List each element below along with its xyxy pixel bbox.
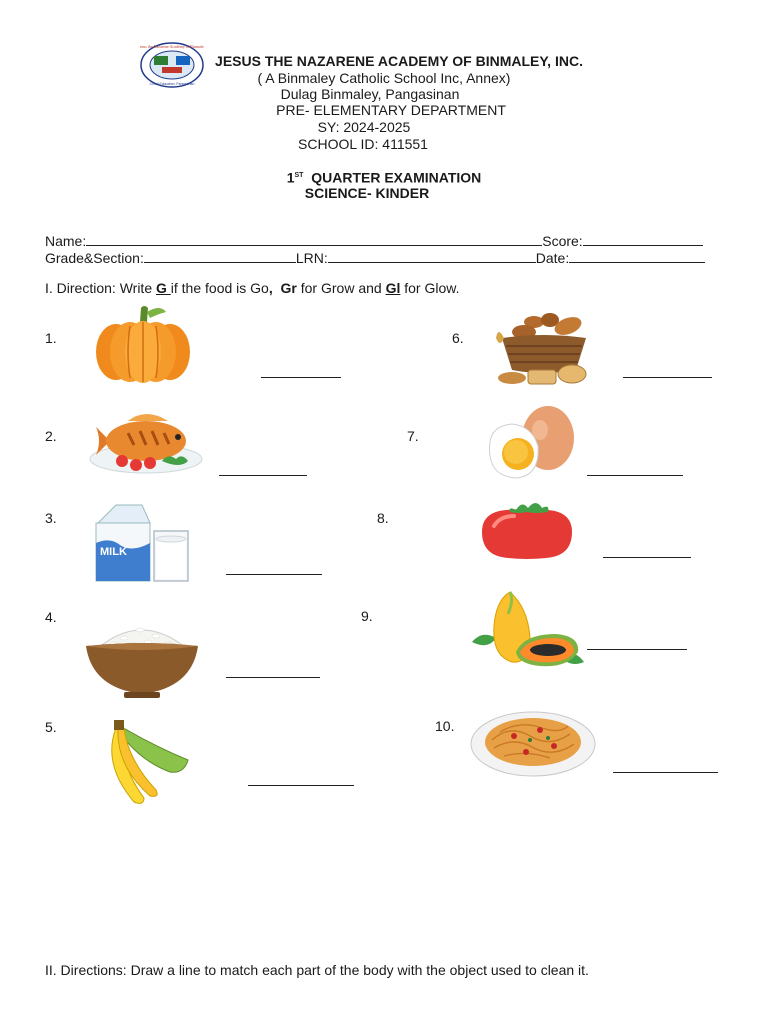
logo-top-text: Jesus the Nazarene Academy of Binmaley	[140, 44, 204, 49]
date-blank[interactable]	[569, 250, 705, 263]
direction-one-prefix: I. Direction: Write	[45, 280, 156, 296]
boiled-egg-icon	[482, 406, 576, 482]
grow-code: Gr	[280, 280, 297, 296]
answer-blank[interactable]	[226, 677, 320, 678]
fried-fish-icon	[88, 405, 204, 477]
pumpkin-picture	[94, 302, 192, 389]
answer-blank[interactable]	[261, 377, 341, 378]
item-number: 9.	[361, 608, 373, 624]
direction-two: II. Directions: Draw a line to match each part of the body with the object used to clean it.	[45, 962, 589, 978]
grade-section-label: Grade&Section:	[45, 250, 144, 266]
school-id: SCHOOL ID: 411551	[298, 136, 428, 152]
tomato-icon	[480, 498, 574, 560]
department-name: PRE- ELEMENTARY DEPARTMENT	[276, 102, 506, 118]
spaghetti-picture	[470, 706, 596, 783]
item-number: 5.	[45, 719, 57, 735]
papaya-icon	[470, 590, 586, 672]
spaghetti-plate-icon	[470, 706, 596, 778]
exam-title-number: 1	[286, 169, 295, 186]
answer-blank[interactable]	[248, 785, 354, 786]
school-address: Dulag Binmaley, Pangasinan	[280, 86, 460, 102]
item-number: 4.	[45, 609, 57, 625]
glow-code: Gl	[385, 280, 401, 296]
name-blank[interactable]	[86, 233, 542, 246]
papaya-picture	[470, 590, 586, 677]
grade-section-blank[interactable]	[144, 250, 296, 263]
date-label: Date:	[535, 250, 570, 266]
score-label: Score:	[542, 233, 583, 249]
grade-lrn-date-line	[45, 250, 705, 266]
milk-carton-text: MILK	[100, 546, 127, 558]
boiled-egg-picture	[482, 406, 576, 487]
direction-one-suffix: for Glow.	[400, 280, 460, 296]
rice-bowl-picture	[84, 612, 200, 707]
rice-bowl-icon	[84, 612, 200, 702]
exam-title-rest: QUARTER EXAMINATION	[303, 169, 482, 186]
direction-one-middle1: if the food is Go	[170, 280, 269, 296]
milk-picture	[90, 503, 194, 590]
direction-one-comma: ,	[268, 280, 273, 296]
bread-basket-icon	[494, 308, 594, 390]
answer-blank[interactable]	[603, 557, 691, 558]
item-number: 2.	[45, 428, 57, 444]
tomato-picture	[480, 498, 574, 565]
go-code: G	[156, 280, 171, 296]
answer-blank[interactable]	[623, 377, 712, 378]
logo-bottom-text: Christ Education, Pangasinan	[149, 82, 195, 86]
score-blank[interactable]	[583, 233, 703, 246]
answer-blank[interactable]	[226, 574, 322, 575]
school-annex: ( A Binmaley Catholic School Inc, Annex)	[257, 70, 511, 86]
item-number: 7.	[407, 428, 419, 444]
banana-bunch-icon	[94, 716, 192, 806]
milk-carton-glass-icon	[90, 503, 194, 585]
item-number: 10.	[435, 718, 455, 734]
item-number: 8.	[377, 510, 389, 526]
pumpkin-icon	[94, 302, 192, 384]
answer-blank[interactable]	[587, 475, 683, 476]
answer-blank[interactable]	[587, 649, 687, 650]
exam-title	[0, 168, 768, 186]
item-number: 1.	[45, 330, 57, 346]
fried-fish-picture	[88, 405, 204, 482]
answer-blank[interactable]	[219, 475, 307, 476]
lrn-label: LRN:	[295, 250, 328, 266]
answer-blank[interactable]	[613, 772, 718, 773]
name-label: Name:	[45, 233, 87, 249]
school-name: JESUS THE NAZARENE ACADEMY OF BINMALEY, INC.	[215, 53, 583, 69]
exam-title-superscript: ST	[294, 172, 304, 179]
item-number: 3.	[45, 510, 57, 526]
direction-one-middle2: for Grow and	[296, 280, 386, 296]
item-number: 6.	[452, 330, 464, 346]
name-score-line	[45, 233, 703, 249]
bread-basket-picture	[494, 308, 594, 395]
exam-subject: SCIENCE- KINDER	[304, 185, 430, 201]
lrn-blank[interactable]	[328, 250, 536, 263]
banana-picture	[94, 716, 192, 811]
school-year: SY: 2024-2025	[317, 119, 411, 135]
direction-one	[45, 280, 459, 296]
